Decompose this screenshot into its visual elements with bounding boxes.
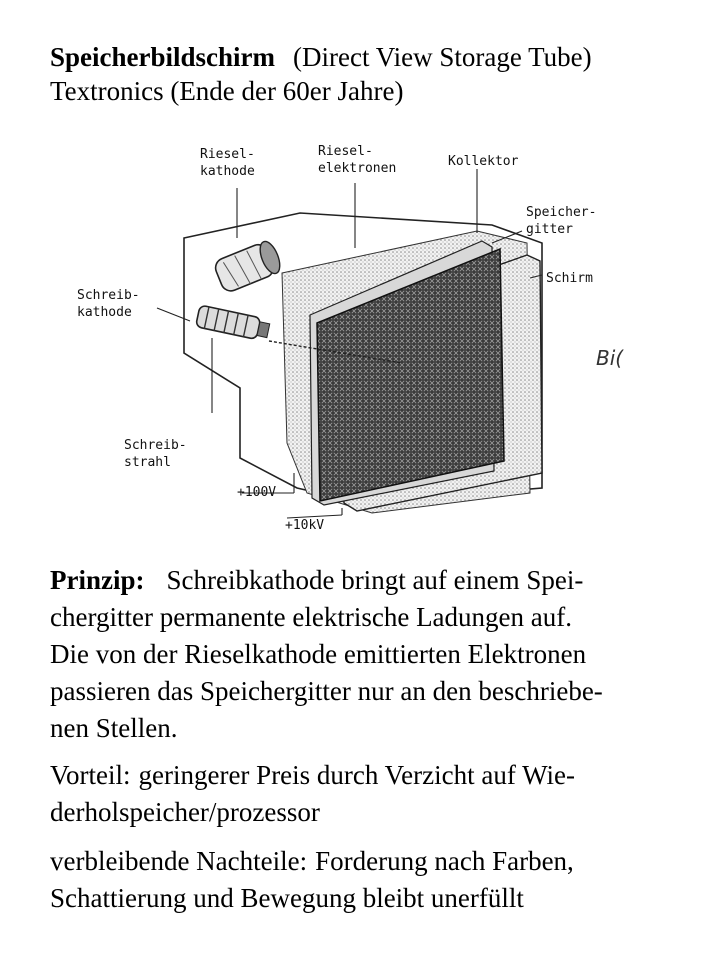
prinzip-text-1: Schreibkathode bringt auf einem Spei- xyxy=(166,565,584,595)
label-100v: +100V xyxy=(237,485,277,500)
label-schreibkathode-1: Schreib- xyxy=(77,288,140,303)
prinzip-text-3: Die von der Rieselkathode emittierten Elektronen xyxy=(50,639,587,669)
label-rieselelektronen-1: Riesel- xyxy=(318,144,373,159)
storage-tube-figure xyxy=(72,143,632,545)
nachteile-line-1 xyxy=(50,843,690,880)
label-schreibstrahl-1: Schreib- xyxy=(124,438,187,453)
title-line-2: Textronics (Ende der 60er Jahre) xyxy=(50,76,404,106)
label-schirm: Schirm xyxy=(546,271,593,286)
label-kollektor: Kollektor xyxy=(448,154,519,169)
prinzip-text-5: nen Stellen. xyxy=(50,713,178,743)
label-10kv: +10kV xyxy=(285,518,325,533)
label-rieselelektronen-2: elektronen xyxy=(318,161,397,176)
label-schreibstrahl-2: strahl xyxy=(124,455,171,470)
vorteil-text-2: derholspeicher/prozessor xyxy=(50,797,320,827)
title-paren: (Direct View Storage Tube) xyxy=(293,42,592,72)
prinzip-text-4: passieren das Speichergitter nur an den beschriebe- xyxy=(50,676,603,706)
prinzip-line-1 xyxy=(50,562,690,599)
prinzip-heading: Prinzip: xyxy=(50,565,145,595)
nachteile-text-2: Schattierung und Bewegung bleibt unerfüllt xyxy=(50,883,524,913)
nachteile-text-1: Forderung nach Farben, xyxy=(315,846,574,876)
title-line-1 xyxy=(50,40,592,74)
label-schreibkathode-2: kathode xyxy=(77,305,132,320)
label-rieselkathode-1: Riesel- xyxy=(200,147,255,162)
label-rieselkathode-2: kathode xyxy=(200,164,255,179)
prinzip-text-2: chergitter permanente elektrische Ladungen auf. xyxy=(50,602,573,632)
title-block xyxy=(50,40,592,108)
vorteil-heading: Vorteil: xyxy=(50,760,131,790)
vorteil-text-1: geringerer Preis durch Verzicht auf Wie- xyxy=(138,760,575,790)
nachteile-paragraph xyxy=(50,843,690,917)
storage-tube-diagram xyxy=(72,143,632,545)
margin-handwriting: Bi( xyxy=(596,346,624,370)
title-bold: Speicherbildschirm xyxy=(50,42,276,72)
label-speichergitter-1: Speicher- xyxy=(526,205,597,220)
prinzip-paragraph xyxy=(50,562,690,747)
vorteil-paragraph xyxy=(50,757,690,831)
label-speichergitter-2: gitter xyxy=(526,222,573,237)
vorteil-line-1 xyxy=(50,757,690,794)
nachteile-heading: verbleibende Nachteile: xyxy=(50,846,308,876)
